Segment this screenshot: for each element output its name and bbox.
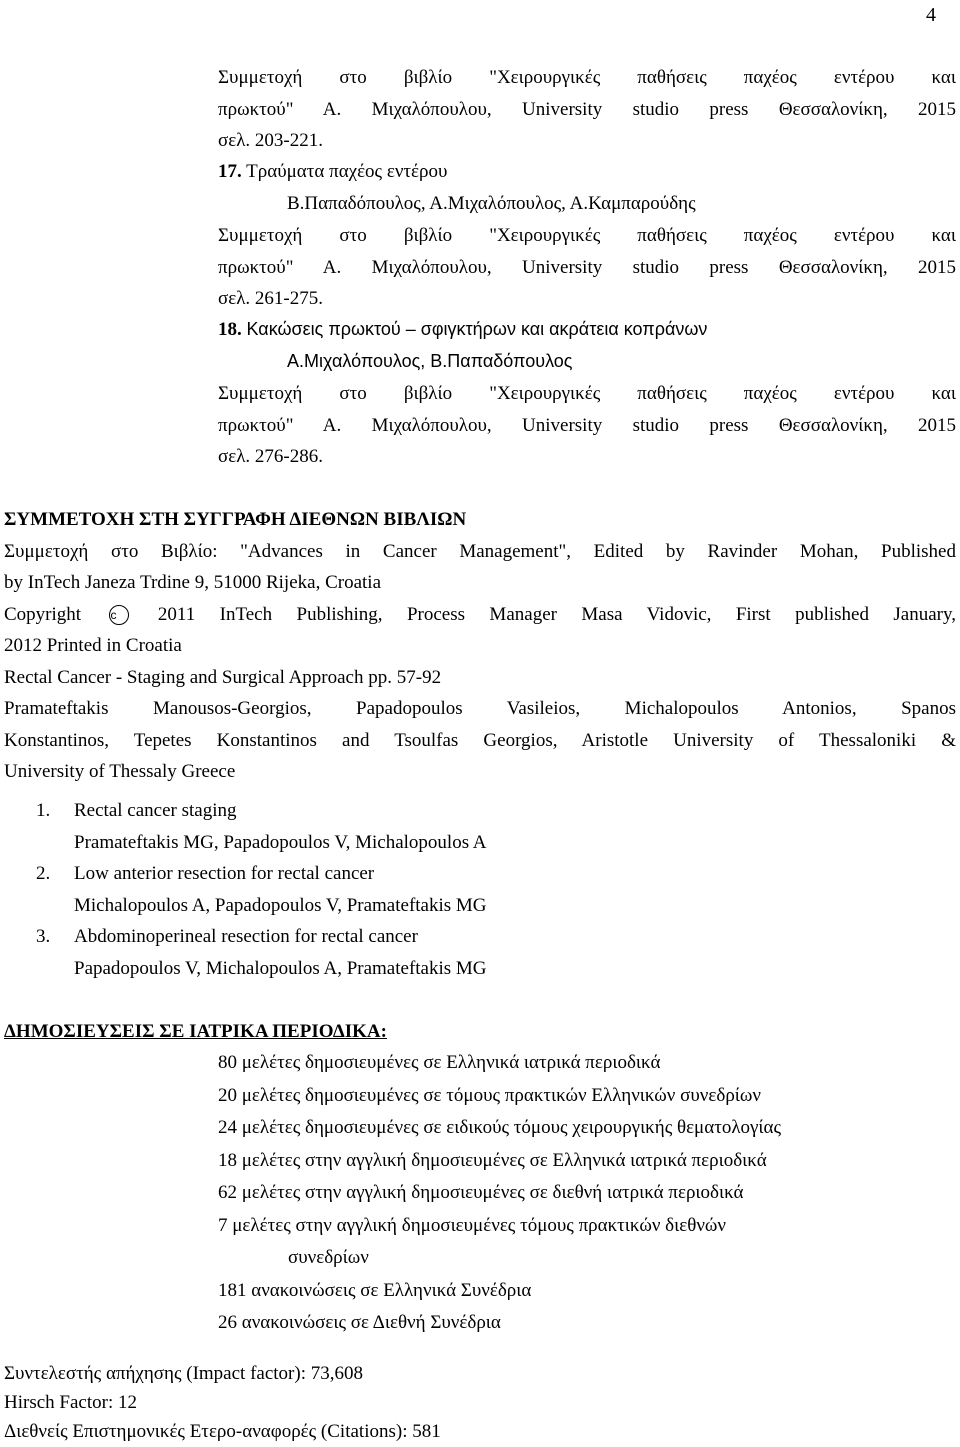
chapter-title: Low anterior resection for rectal cancer <box>74 863 375 884</box>
citations: Διεθνείς Επιστημονικές Ετερο-αναφορές (Citations): 581 <box>4 1421 441 1442</box>
book-line: by InTech Janeza Trdine 9, 51000 Rijeka, Croatia <box>4 572 382 593</box>
entry-18-title <box>218 314 707 345</box>
entry-line: Συμμετοχή στο βιβλίο "Χειρουργικές παθήσεις παχέος εντέρου και <box>218 383 956 404</box>
entry-line: Συμμετοχή στο βιβλίο "Χειρουργικές παθήσεις παχέος εντέρου και <box>218 67 956 88</box>
book-line: Συμμετοχή στο Βιβλίο: "Advances in Cancer Management", Edited by Ravinder Mohan, Published <box>4 540 956 562</box>
entry-number: 17. <box>218 161 242 182</box>
book-authors-line: Pramateftakis Manousos-Georgios, Papadopoulos Vasileios, Michalopoulos Antonios, Spanos <box>4 698 956 719</box>
chapter-list <box>36 795 736 984</box>
entry-line: Συμμετοχή στο βιβλίο "Χειρουργικές παθήσεις παχέος εντέρου και <box>218 225 956 246</box>
metrics-block <box>4 1358 441 1445</box>
copyright-line <box>4 599 956 631</box>
chapter-title-row <box>36 795 736 827</box>
entry-18-authors: Α.Μιχαλόπουλος, Β.Παπαδόπουλος <box>287 351 573 371</box>
page-number: 4 <box>926 4 936 26</box>
book-authors-line: Konstantinos, Tepetes Konstantinos and Tsoulfas Georgios, Aristotle University of Thessaloniki & <box>4 729 956 751</box>
chapter-title-row <box>36 858 736 890</box>
publication-item: 7 μελέτες στην αγγλική δημοσιευμένες τόμους πρακτικών διεθνών <box>218 1214 727 1236</box>
publication-item: 26 ανακοινώσεις σε Διεθνή Συνέδρια <box>218 1312 501 1333</box>
entry-line: πρωκτού" Α. Μιχαλόπουλου, University studio press Θεσσαλονίκη, 2015 <box>218 98 956 120</box>
copyright-rest: 2011 InTech Publishing, Process Manager Masa Vidovic, First published January, <box>157 603 957 625</box>
chapter-authors: Michalopoulos A, Papadopoulos V, Pramateftakis MG <box>74 894 487 916</box>
chapter-authors: Papadopoulos V, Michalopoulos A, Pramateftakis MG <box>74 957 487 979</box>
entry-17-source <box>218 220 956 315</box>
entry-line: πρωκτού" Α. Μιχαλόπουλου, University studio press Θεσσαλονίκη, 2015 <box>218 414 956 436</box>
entry-number: 18. <box>218 319 242 340</box>
impact-factor: Συντελεστής απήχησης (Impact factor): 73,608 <box>4 1363 363 1384</box>
entry-line: σελ. 276-286. <box>218 446 324 467</box>
copyright-prefix: Copyright <box>4 603 82 625</box>
publications-list <box>218 1047 958 1340</box>
chapter-title: Abdominoperineal resection for rectal cancer <box>74 926 418 947</box>
publication-item: 181 ανακοινώσεις σε Ελληνικά Συνέδρια <box>218 1279 532 1301</box>
entry-18-source <box>218 378 956 473</box>
chapter-number: 1. <box>36 800 51 821</box>
chapter-title: Rectal cancer staging <box>74 800 237 821</box>
hirsch-factor: Hirsch Factor: 12 <box>4 1392 137 1413</box>
book-line: Rectal Cancer - Staging and Surgical Approach pp. 57-92 <box>4 666 442 688</box>
book-line: 2012 Printed in Croatia <box>4 635 182 656</box>
copyright-icon: c <box>109 605 129 625</box>
entry-line: σελ. 261-275. <box>218 288 324 309</box>
chapter-title-row <box>36 921 736 953</box>
chapter-number: 2. <box>36 863 51 884</box>
publication-item: 80 μελέτες δημοσιευμένες σε Ελληνικά ιατρικά περιοδικά <box>218 1052 661 1073</box>
publication-item: 62 μελέτες στην αγγλική δημοσιευμένες σε διεθνή ιατρικά περιοδικά <box>218 1182 744 1203</box>
chapter-authors: Pramateftakis MG, Papadopoulos V, Michalopoulos A <box>74 831 487 853</box>
entry-line: πρωκτού" Α. Μιχαλόπουλου, University studio press Θεσσαλονίκη, 2015 <box>218 256 956 278</box>
entry-16-continuation <box>218 62 956 157</box>
section-heading: ΣΥΜΜΕΤΟΧΗ ΣΤΗ ΣΥΓΓΡΑΦΗ ΔΙΕΘΝΩΝ ΒΙΒΛΙΩΝ <box>4 509 467 530</box>
entry-line: σελ. 203-221. <box>218 130 324 151</box>
publication-item: 18 μελέτες στην αγγλική δημοσιευμένες σε Ελληνικά ιατρικά περιοδικά <box>218 1149 767 1171</box>
entry-title: Κακώσεις πρωκτού – σφιγκτήρων και ακράτεια κοπράνων <box>246 319 708 339</box>
publication-item: 24 μελέτες δημοσιευμένες σε ειδικούς τόμους χειρουργικής θεματολογίας <box>218 1117 782 1138</box>
publication-item-continued: συνεδρίων <box>288 1247 369 1268</box>
entry-title: Τραύματα παχέος εντέρου <box>246 161 448 182</box>
chapter-number: 3. <box>36 926 51 947</box>
book-authors-line: University of Thessaly Greece <box>4 761 236 782</box>
entry-17-authors: Β.Παπαδόπουλος, Α.Μιχαλόπουλος, Α.Καμπαρούδης <box>287 193 696 214</box>
publications-heading: ΔΗΜΟΣΙΕΥΣΕΙΣ ΣΕ ΙΑΤΡΙΚΑ ΠΕΡΙΟΔΙΚΑ: <box>4 1021 387 1042</box>
publication-item: 20 μελέτες δημοσιευμένες σε τόμους πρακτικών Ελληνικών συνεδρίων <box>218 1084 762 1106</box>
international-books-section <box>4 504 956 788</box>
entry-17-title <box>218 156 447 187</box>
